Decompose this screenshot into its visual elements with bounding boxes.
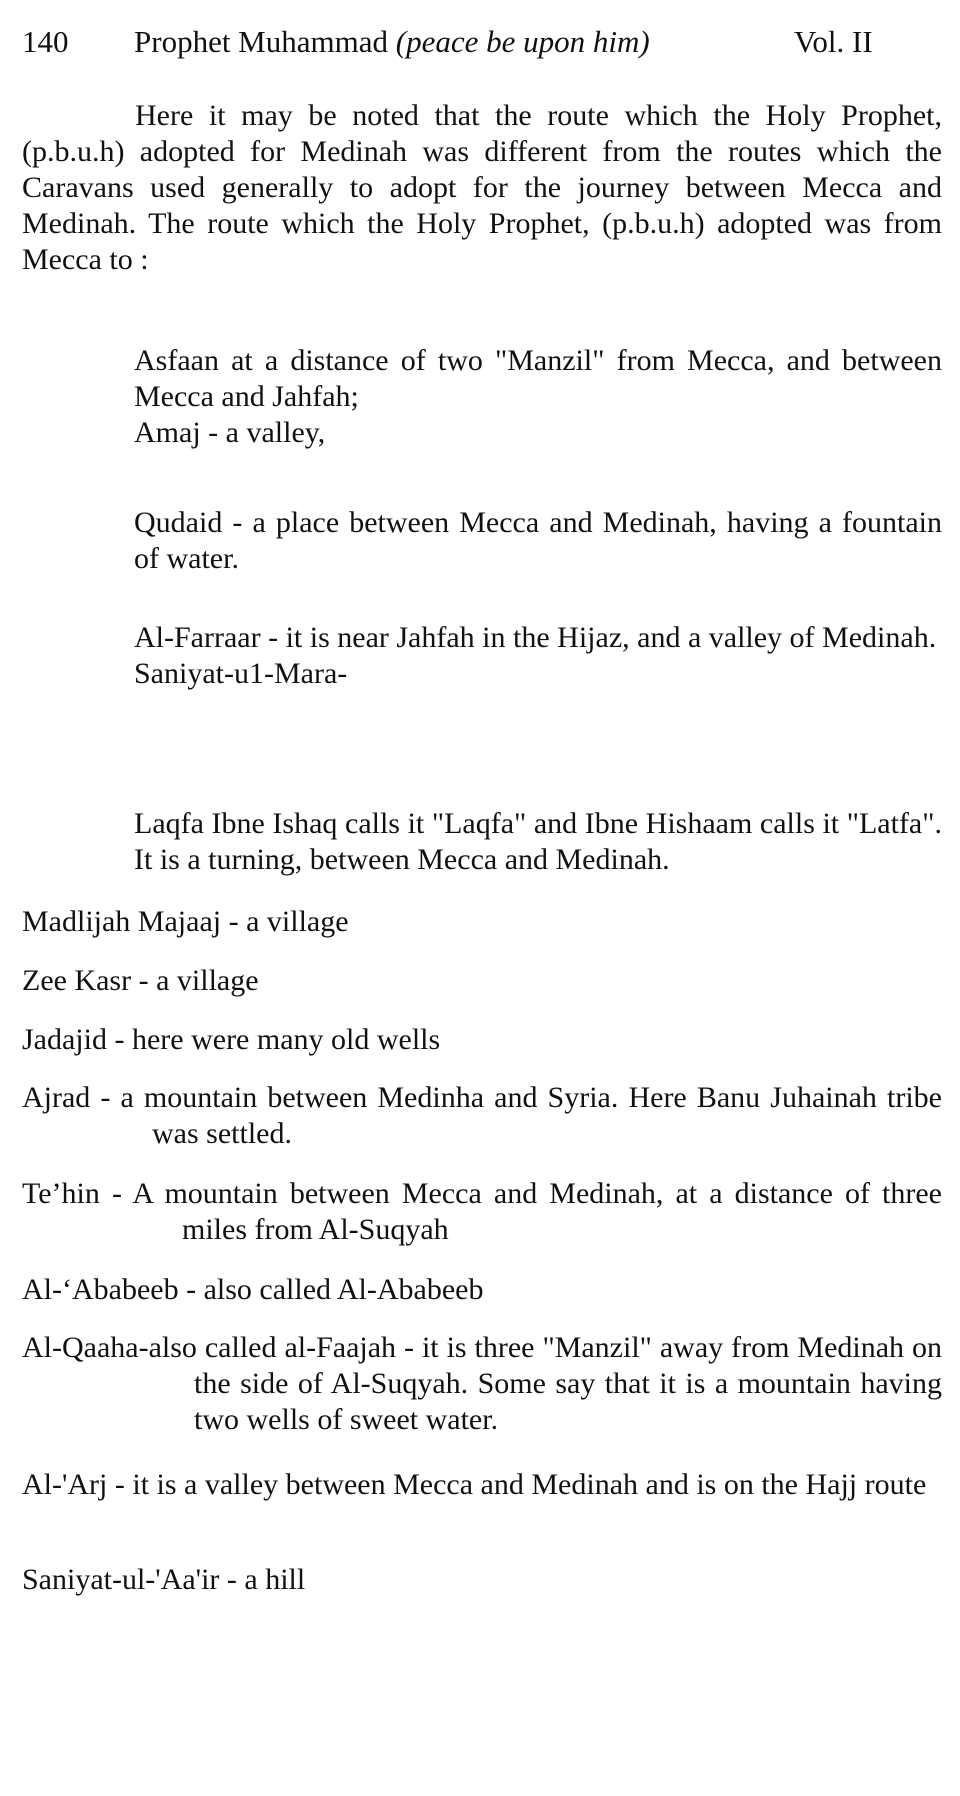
intro-paragraph: Here it may be noted that the route which the Holy Prophet, (p.b.u.h) adopted for Medinah was different from the routes which the Caravans used generally to adopt for the journey between Mecca and Medinah. The route which the Holy Prophet, (p.b.u.h) adopted was from Mecca to : bbox=[22, 99, 942, 276]
running-title bbox=[134, 22, 650, 62]
route-stop-line: Laqfa Ibne Ishaq calls it "Laqfa" and Ibne Hishaam calls it "Latfa". It is a turning, between Mecca and Medinah. bbox=[134, 807, 942, 876]
route-stop-line: Qudaid - a place between Mecca and Medinah, having a fountain of water. bbox=[134, 506, 942, 575]
route-stop-al-farraar bbox=[134, 620, 942, 692]
route-stop-al-qaaha: Al-Qaaha-also called al-Faajah - it is three "Manzil" away from Medinah on the side of Al-Suqyah. Some say that it is a mountain having two wells of sweet water. bbox=[22, 1331, 942, 1436]
route-stop-al-arj: Al-'Arj - it is a valley between Mecca and Medinah and is on the Hajj route bbox=[22, 1468, 927, 1501]
route-stop-line: Al-Farraar - it is near Jahfah in the Hijaz, and a valley of Medinah. bbox=[134, 621, 937, 654]
volume-label: Vol. II bbox=[794, 24, 873, 59]
running-header bbox=[22, 22, 942, 62]
route-stop-ajrad: Ajrad - a mountain between Medinha and Syria. Here Banu Juhainah tribe was settled. bbox=[22, 1081, 942, 1150]
page-number: 140 bbox=[22, 24, 69, 59]
route-stop-line: Amaj - a valley, bbox=[134, 416, 326, 449]
route-stop-qudaid bbox=[134, 505, 942, 577]
running-title-main: Prophet Muhammad bbox=[134, 24, 388, 59]
route-stop-al-ababeeb: Al-‘Ababeeb - also called Al-Ababeeb bbox=[22, 1273, 484, 1306]
route-stop-asfaan bbox=[134, 343, 942, 451]
route-stop-laqfa bbox=[134, 806, 942, 878]
route-stop-zee-kasr: Zee Kasr - a village bbox=[22, 964, 259, 997]
running-title-honorific: (peace be upon him) bbox=[395, 24, 650, 59]
route-stop-line: Saniyat-u1-Mara- bbox=[134, 657, 348, 690]
route-stop-jadajid: Jadajid - here were many old wells bbox=[22, 1023, 441, 1056]
route-stop-madlijah-majaaj: Madlijah Majaaj - a village bbox=[22, 905, 349, 938]
route-stop-saniyat-ul-aair: Saniyat-ul-'Aa'ir - a hill bbox=[22, 1563, 306, 1596]
route-stop-tehin: Te’hin - A mountain between Mecca and Medinah, at a distance of three miles from Al-Suqyah bbox=[22, 1177, 942, 1246]
route-stop-line: Asfaan at a distance of two "Manzil" from Mecca, and between Mecca and Jahfah; bbox=[134, 344, 942, 413]
